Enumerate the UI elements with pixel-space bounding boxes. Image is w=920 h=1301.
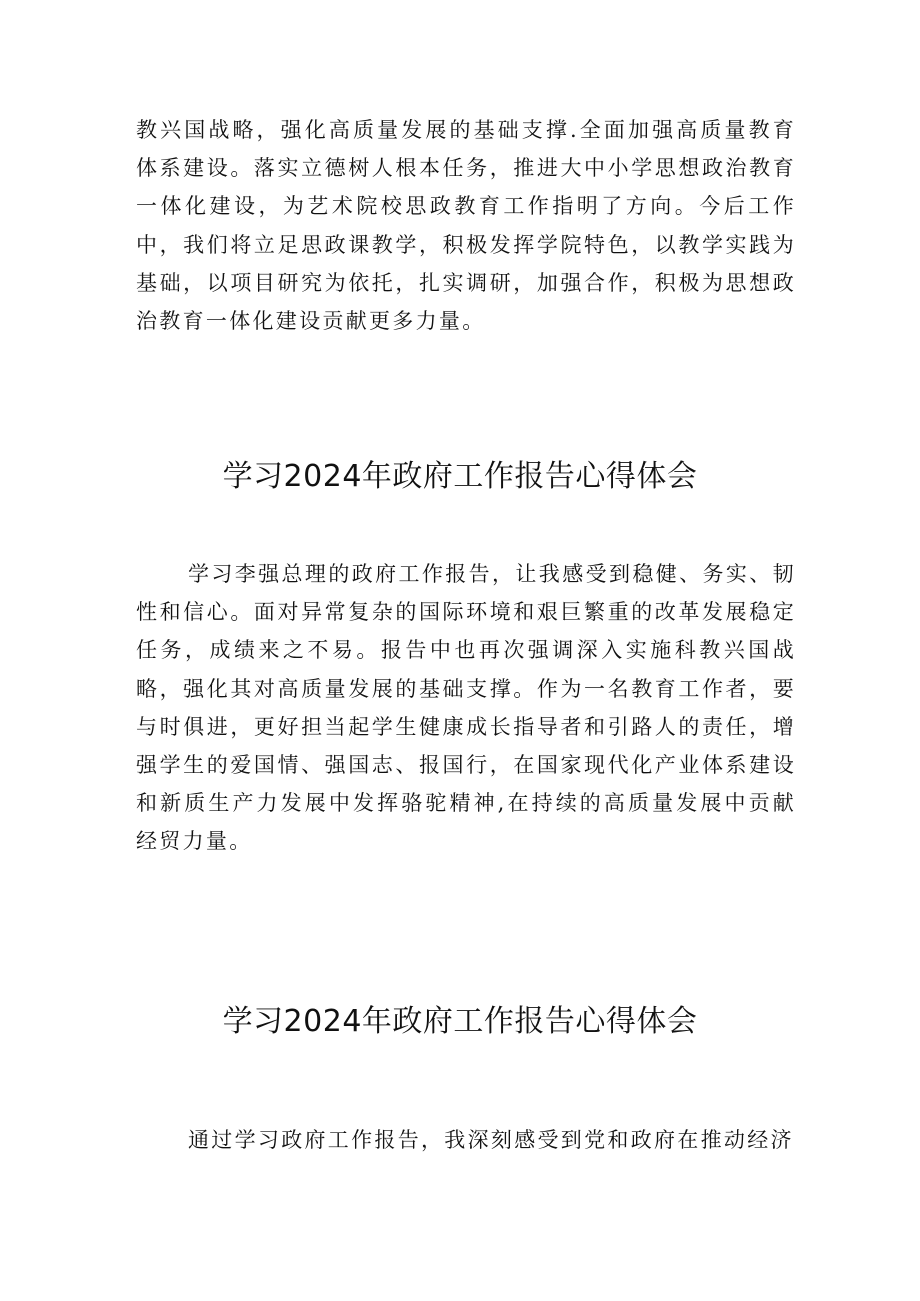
section-heading: 学习2024年政府工作报告心得体会: [222, 459, 698, 494]
body-paragraph: 通过学习政府工作报告，我深刻感受到党和政府在推动经济: [188, 1128, 794, 1152]
section-heading: 学习2024年政府工作报告心得体会: [222, 1004, 698, 1039]
body-paragraph: 学习李强总理的政府工作报告，让我感受到稳健、务实、韧性和信心。面对异常复杂的国际环境和艰巨繁重的改革发展稳定任务，成绩来之不易。报告中也再次强调深入实施科教兴国战略，强化其对高质量发展的基础支撑。作为一名教育工作者，要与时俱进，更好担当起学生健康成长指导者和引路人的责任，增强学生的爱国情、强国志、报国行，在国家现代化产业体系建设和新质生产力发展中发挥骆驼精神,在持续的高质量发展中贡献经贸力量。: [136, 562, 796, 854]
body-paragraph: 教兴国战略，强化高质量发展的基础支撑.全面加强高质量教育体系建设。落实立德树人根本任务，推进大中小学思想政治教育一体化建设，为艺术院校思政教育工作指明了方向。今后工作中，我们将立足思政课教学，积极发挥学院特色，以教学实践为基础，以项目研究为依托，扎实调研，加强合作，积极为思想政治教育一体化建设贡献更多力量。: [136, 118, 796, 334]
